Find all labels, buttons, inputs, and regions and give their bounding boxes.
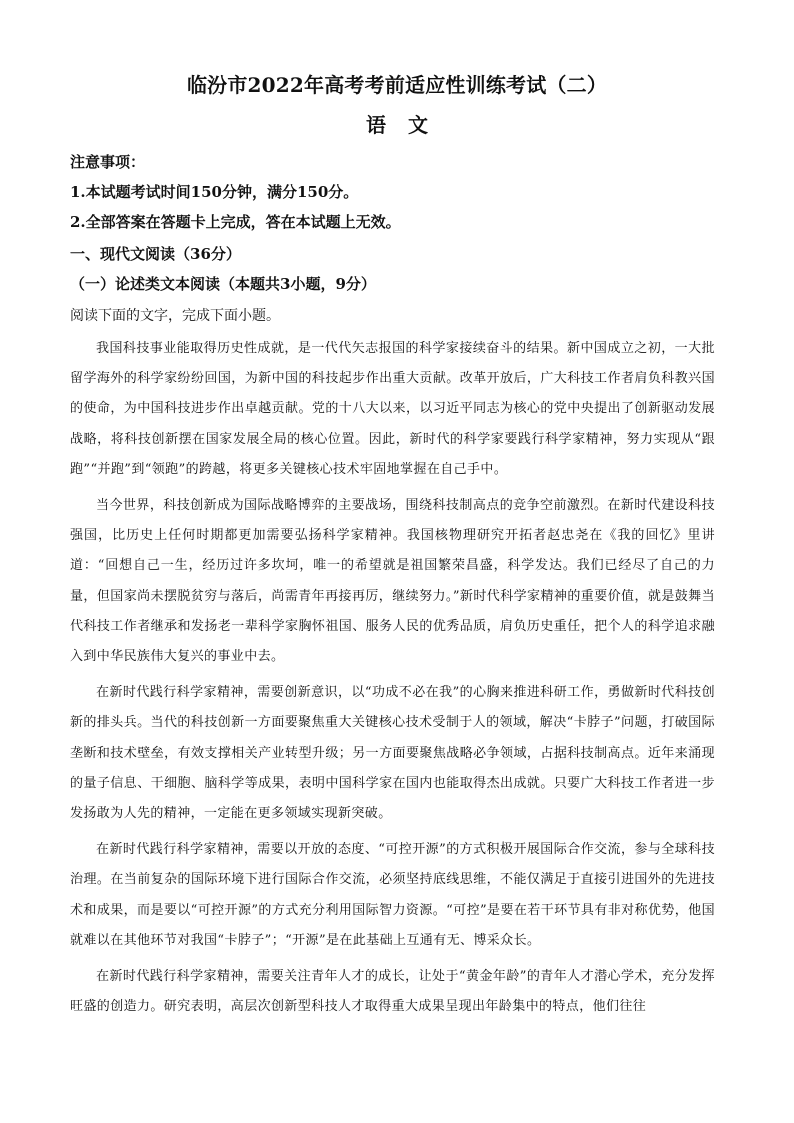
- subsection-heading: （一）论述类文本阅读（本题共3小题，9分）: [70, 275, 376, 293]
- passage-paragraph-4: 在新时代践行科学家精神，需要以开放的态度、“可控开源”的方式积极开展国际合作交流，参与全球科技治理。在当前复杂的国际环境下进行国际合作交流，必须坚持底线思维，不能仅满足于直接引进国外的先进技术和成果，而是要以“可控开源”的方式充分利用国际智力资源。“可控”是要在若干环节具有非对称优势，他国就难以在其他环节对我国“卡脖子”；“开源”是在此基础上互通有无、博采众长。: [70, 842, 715, 948]
- exam-title: 临汾市2022年高考考前适应性训练考试（二）: [186, 73, 608, 97]
- section-heading: 一、现代文阅读（36分）: [70, 245, 241, 263]
- passage-paragraph-2: 当今世界，科技创新成为国际战略博弈的主要战场，围绕科技制高点的竞争空前激烈。在新时代建设科技强国，比历史上任何时期都更加需要弘扬科学家精神。我国核物理研究开拓者赵忠尧在《我的回忆》里讲道：“回想自己一生，经历过许多坎坷，唯一的希望就是祖国繁荣昌盛，科学发达。我们已经尽了自己的力量，但国家尚未摆脱贫穷与落后，尚需青年再接再厉，继续努力。”新时代科学家精神的重要价值，就是鼓舞当代科技工作者继承和发扬老一辈科学家胸怀祖国、服务人民的优秀品质，肩负历史重任，把个人的科学追求融入到中华民族伟大复兴的事业中去。: [70, 498, 715, 665]
- passage-paragraph-1: 我国科技事业能取得历史性成就，是一代代矢志报国的科学家接续奋斗的结果。新中国成立之初，一大批留学海外的科学家纷纷回国，为新中国的科技起步作出重大贡献。改革开放后，广大科技工作者肩负科教兴国的使命，为中国科技进步作出卓越贡献。党的十八大以来，以习近平同志为核心的党中央提出了创新驱动发展战略，将科技创新摆在国家发展全局的核心位置。因此，新时代的科学家要践行科学家精神，努力实现从“跟跑”“并跑”到“领跑”的跨越，将更多关键核心技术牢固地掌握在自己手中。: [70, 341, 715, 477]
- reading-passage: [70, 334, 715, 1028]
- notice-item-1: 1.本试题考试时间150分钟，满分150分。: [70, 183, 359, 201]
- notice-section: [70, 150, 730, 240]
- notice-item-2: 2.全部答案在答题卡上完成，答在本试题上无效。: [70, 213, 401, 231]
- passage-paragraph-3: 在新时代践行科学家精神，需要创新意识，以“功成不必在我”的心胸来推进科研工作，勇做新时代科技创新的排头兵。当代的科技创新一方面要聚焦重大关键核心技术受制于人的领域，解决“卡脖子”问题，打破国际垄断和技术壁垒，有效支撑相关产业转型升级；另一方面要聚焦战略必争领域，占据科技制高点。近年来涌现的量子信息、干细胞、脑科学等成果，表明中国科学家在国内也能取得杰出成就。只要广大科技工作者进一步发扬敢为人先的精神，一定能在更多领域实现新突破。: [70, 685, 715, 822]
- passage-paragraph-5: 在新时代践行科学家精神，需要关注青年人才的成长，让处于“黄金年龄”的青年人才潜心学术，充分发挥旺盛的创造力。研究表明，高层次创新型科技人才取得重大成果呈现出年龄集中的特点，他们往往: [70, 969, 715, 1015]
- notice-heading: 注意事项：: [70, 153, 146, 171]
- subject-title: 语文: [366, 113, 450, 137]
- reading-instruction: 阅读下面的文字，完成下面小题。: [70, 308, 280, 324]
